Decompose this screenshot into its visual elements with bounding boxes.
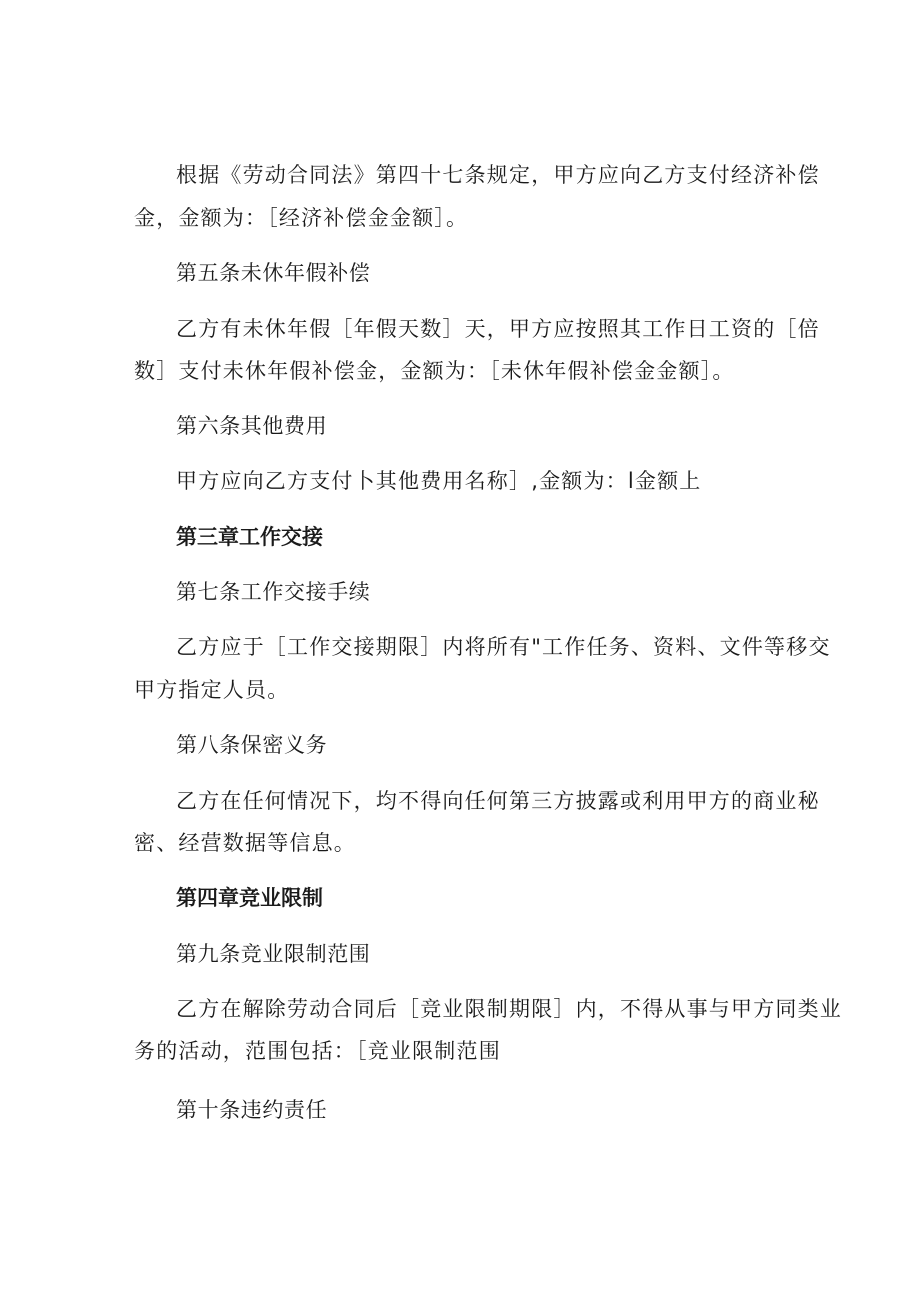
paragraph-line: 乙方有未休年假［年假天数］天，甲方应按照其工作日工资的［倍	[176, 317, 820, 341]
clause-title: 第九条竞业限制范围	[176, 942, 371, 966]
clause-title: 第五条未休年假补偿	[176, 261, 371, 285]
paragraph-line: 务的活动，范围包括：［竞业限制范围	[134, 1039, 501, 1063]
paragraph-line: 乙方在解除劳动合同后［竞业限制期限］内，不得从事与甲方同类业	[176, 997, 842, 1021]
paragraph-line: 乙方在任何情况下，均不得向任何第三方披露或利用甲方的商业秘	[176, 789, 820, 813]
clause-title: 第十条违约责任	[176, 1098, 328, 1122]
paragraph-line: 甲方应向乙方支付卜其他费用名称］,金额为：l金额上	[176, 469, 702, 493]
chapter-heading: 第三章工作交接	[176, 525, 323, 549]
paragraph-line: 金，金额为：［经济补偿金金额］。	[134, 206, 469, 230]
clause-title: 第七条工作交接手续	[176, 580, 371, 604]
paragraph-line: 密、经营数据等信息。	[134, 831, 356, 855]
clause-title: 第八条保密义务	[176, 733, 328, 757]
paragraph-line: 根据《劳动合同法》第四十七条规定，甲方应向乙方支付经济补偿	[176, 163, 820, 187]
chapter-heading: 第四章竞业限制	[176, 886, 323, 910]
paragraph-line: 数］支付未休年假补偿金，金额为：［未休年假补偿金金额］。	[134, 359, 735, 383]
clause-title: 第六条其他费用	[176, 414, 328, 438]
paragraph-line: 甲方指定人员。	[134, 678, 290, 702]
paragraph-line: 乙方应于［工作交接期限］内将所有"工作任务、资料、文件等移交	[176, 635, 831, 659]
